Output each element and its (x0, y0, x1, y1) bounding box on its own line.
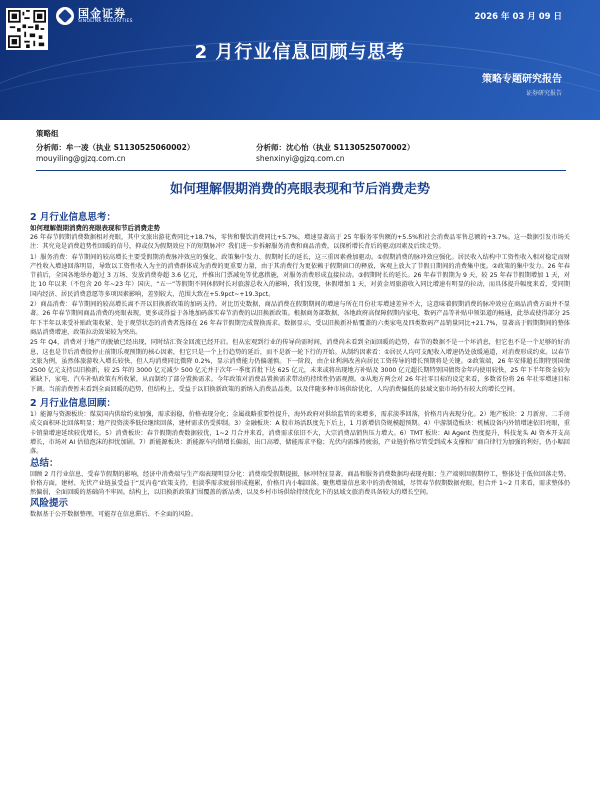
company-logo (56, 7, 133, 25)
logo-icon (56, 7, 74, 25)
article-title: 如何理解假期消费的亮眼表现和节后消费走势 (169, 182, 430, 197)
section-heading: 风险提示 (30, 498, 69, 510)
paragraph: 25 年 Q4，消费对于地产的脱敏已经出现，同时结汇资金回流已经开启。但从宏观到行业的传导尚需时间，消费尚未看到全面回暖的趋势，春节的数据不是一个坏消息，但它也不是一个足够的好消息，这也是节后消费股停止前期乐观预期的核心因素，但它只是一个上行趋势的延后，而不是新一轮下行的开始。从制约因素看：①居民人均可支配收入增速仍处放缓通道，对消费形成约束。以春节文旅为例，虽然体旅游收入增长较快，但人均消费同比微降 0.2%，显示消费能力仍偏谨慎。下一阶段，由企业利润改善向居民工资传导的增长预期将是关键。②政策端，26 年安排超长期特别国债 2500 亿元支持以旧换新，较 25 年的 3000 亿元减少 500 亿元并于次年一季度首批下达 625 亿元，未来或将出现地方补贴及 3000 亿元超长期特别国债资金年内使用较快，25 年下半年资金较为紧缺下，家电、汽车补贴政策有所收紧，从而制约了部分置换需求。今年政策对消费品置换需求带动的持续性仍需观测。③从地方两会对 26 年社零目标的设定来看，多数省份将 26 年社零增速目标下调。当前消费暂未看到全面回暖的趋势，但结构上，受益于以旧换新政策的新纳入消费品品类，以及伴随多种市场供给优化、人均消费偏低的县域文旅市场仍有较大的增长空间。 (30, 339, 570, 393)
section-subheading: 如何理解假期消费的亮眼表现和节后消费走势 (30, 224, 160, 232)
analyst-email[interactable]: mouyiling@gjzq.com.cn (36, 154, 126, 163)
logo-name-en: SINOLINK SECURITIES (78, 18, 133, 24)
report-type: 策略专题研究报告 (482, 74, 562, 85)
analyst-name: 分析师：牟一凌（执业 S1130525060002） (36, 143, 195, 152)
report-category: 证券研究报告 (525, 90, 562, 97)
section-heading: 2 月行业信息回顾： (30, 398, 116, 410)
analyst-block (36, 128, 576, 164)
analyst-entry (256, 142, 476, 164)
team-label: 策略组 (36, 129, 59, 138)
analyst-name: 分析师：沈心怡（执业 S1130525070002） (256, 143, 415, 152)
report-date: 2026 年 03 月 09 日 (474, 12, 562, 22)
paragraph: 1）服务消费：春节期间的较高增长主要受假期消费脉冲效应的强化、政策集中发力、假期时长的延长，这三重因素叠加驱动。①假期消费的脉冲效应强化。居民收入结构中工资性收入相对稳定而财产性收入增速回落明显，导致以工资性收入为主的消费群体成为消费的更重要力量，由于其消费行为更依赖于假期窗口的释放，客观上放大了节假日期间的消费集中度。②政策的集中发力。26 年春节前后，全国各地举办超过 3 万场、发放消费券超 3.6 亿元，并推出门票减免等优惠措施，对服务消费形成直接拉动。③假期时长的延长。26 年春节假期为 9 天，较 25 年春节假期增加 1 天，对比 10 年以来（不包含 20 年~23 年）国庆、“五一”等假期不同休假时长对旅游总收入的影响，我们发现，休假增加 1 天，对黄金周旅游收入同比增速有明显的拉动，而具体提升幅度来看，受同期国内经济、居民消费意愿等多项因素影响，差别较大，范围大致在+5.9pct~+19.3pct。 (30, 253, 570, 298)
section-heading: 2 月行业信息思考： (30, 212, 116, 223)
article-body (30, 212, 570, 521)
paragraph: 1）能源与资源板块：煤炭国内供给约束加强，需求弱稳，价格表现分化；金属战略重要性提升，海外政府对供给监管的来增多，需求淡季回落，价格月内表现分化。2）地产板块：2 月新房、二手房成交面积环比回落明显；地产投资淡季低位继续回落，建材需求仍受抑制。3）金融板块：A 股市场活跃度先下后上，1 月新增信贷规模超预期。4）中游制造板块：机械设备内外销增速依旧亮眼，重卡销量增速延续较优增长。5）消费板块：春节假期消费数据较优，1~2 月合并来看，消费需求依旧不大，大宗消费品销售压力增大。6）TMT 板块：AI Agent 热度提升，科技龙头 AI 资本开支高增长，市场对 AI 估值泡沫的担忧加剧。7）新能源板块：新能源车内销增长偏弱，出口高增，储能需求平稳；光伏内需维持疲弱，产业链价格尽管受到成本支撑和厂商自律行为加强的利好，仍小幅回落。 (30, 411, 570, 456)
section-heading: 总结： (30, 457, 59, 469)
logo-name-cn: 国金证券 (78, 6, 126, 20)
analyst-entry (36, 142, 256, 164)
paragraph: 26 年春节假期消费数据相对亮眼，其中文旅出游花费同比+18.7%，零售和餐饮消费同比+5.7%，增速显著高于 25 年服务零售额的+5.5%和社会消费品零售总额的+3.7%。这一数据引发市场关注：其究竟是消费趋势性回暖的信号，抑或仅为假期效应下的短期脉冲？我们进一步拆解服务消费和商品消费，以探析增长背后的驱动因素及后续走势。 (30, 234, 570, 251)
paragraph: 2）商品消费：春节期间的较高增长离不开以旧换新政策的加码支持。对比历史数据，商品消费在假期期间的增速与所在月份社零增速差异不大，这意味着假期消费的脉冲效应在商品消费方面并不显著。26 年春节期间商品消费的亮眼表现，更多或得益于各地加码落实春节消费的以旧换新政策。根据商务部数据，各地政府高保障假期内家电、数码产品等补贴申领渠道的畅通，此举或使得部分 25 年下半年以来受补贴政策收紧、处于观望状态的消费者选择在 26 年春节假期完成置换需求。数据显示，受以旧换新补贴覆盖的六类家电及四类数码产品销量同比+21.7%，显著高于假期期间的整体商品消费增速，政策拉动效果较为突出。 (30, 301, 570, 336)
header-divider (36, 170, 566, 171)
paragraph: 数据基于公开数据整理，可能存在信息滞后、不全面的风险。 (30, 511, 198, 519)
analyst-email[interactable]: shenxinyi@gjzq.com.cn (256, 154, 345, 163)
report-title: 2 月行业信息回顾与思考 (194, 42, 406, 63)
paragraph: 回顾 2 月行业信息，受春节假期的影响，经济中消费端与生产端表现明显分化：消费端受假期提振，脉冲特征显著，商品和服务消费数据均表现亮眼；生产端则因假期停工，整体处于低位回落走势。价格方面，建材、光伏产业链虽受益于“反内卷”政策支持，但淡季需求疲弱形成拖累，价格月内小幅回落。聚焦增量信息来中的消费领域，尽管春节假期数据亮眼，但合并 1~2 月来看，需求整体仍然偏弱，全面回暖的基础尚不牢固。结构上，以旧换新政策扩围覆盖的新品类，以及乡村市场供给持续优化下的县域文旅消费具备较大的增长空间。 (30, 470, 570, 497)
report-header (0, 0, 600, 120)
